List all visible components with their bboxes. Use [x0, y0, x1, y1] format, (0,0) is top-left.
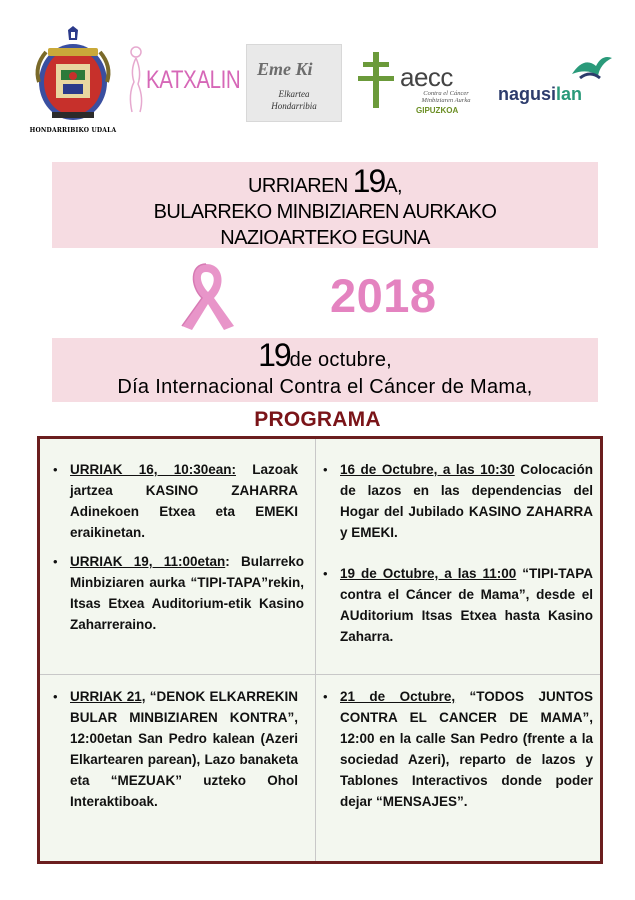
- item-body: Colocación de lazos en las dependencias del Hogar del Jubilado KASINO ZAHARRA y EMEKI.: [340, 462, 593, 540]
- aecc-region: GIPUZKOA: [416, 106, 459, 115]
- emeki-logo: [246, 44, 342, 122]
- lan-text: lan: [556, 84, 583, 104]
- bird-icon: [570, 52, 614, 84]
- hondarribia-crest-logo: [28, 26, 118, 136]
- title-day-number: 19: [352, 163, 385, 199]
- title-line-1: [52, 162, 598, 199]
- title-line-3: NAZIOARTEKO EGUNA: [220, 227, 430, 249]
- katxalin-wordmark: KATXALIN: [146, 66, 241, 94]
- item-colon: :: [225, 554, 230, 569]
- double-cross-icon: [358, 52, 394, 108]
- spanish-title-line-2: Día Internacional Contra el Cáncer de Mama,: [117, 376, 533, 398]
- item-heading: 19 de Octubre, a las 11:00: [340, 566, 517, 581]
- crest-icon: [28, 26, 118, 126]
- nagusilan-logo: [498, 50, 618, 120]
- emeki-subtitle-2: Hondarribia: [271, 101, 317, 111]
- item-heading: 16 de Octubre, a las 10:30: [340, 462, 515, 477]
- program-item-spanish-19: [340, 563, 593, 647]
- figure-outline-icon: [126, 44, 148, 116]
- pink-ribbon-icon: [168, 260, 244, 332]
- aecc-logo: [358, 48, 488, 118]
- program-box: [37, 436, 603, 864]
- title-line-2: BULARREKO MINBIZIAREN AURKAKO: [153, 201, 497, 223]
- emeki-subtitle-1: Elkartea: [278, 89, 310, 99]
- item-heading: URRIAK 16, 10:30ean:: [70, 462, 236, 477]
- item-body: Bularreko Minbiziaren aurka “TIPI-TAPA”rekin, Itsas Etxea Auditorium-etik Kasino Zaharreraino.: [70, 554, 304, 632]
- nagusilan-wordmark: [498, 84, 582, 105]
- programa-heading: PROGRAMA: [254, 408, 381, 431]
- katxalin-logo: [126, 44, 246, 116]
- item-heading: URRIAK 19, 11:00etan: [70, 554, 226, 569]
- basque-title-band: [52, 162, 598, 248]
- program-item-basque-21: [70, 686, 298, 812]
- program-item-basque-16: [70, 459, 298, 543]
- item-body: “TODOS JUNTOS CONTRA EL CANCER DE MAMA”, 12:00 en la calle San Pedro (frente a la sociedad Azeri), reparto de lazos y Tablones Interactivos donde poder dejar “MENSAJES”.: [340, 689, 593, 809]
- aecc-subtitle: Contra el Cáncer Minbiziaren Aurka: [421, 90, 471, 104]
- program-item-basque-19: [70, 551, 304, 635]
- logo-strip: [28, 26, 618, 136]
- item-body: “TIPI-TAPA contra el Cáncer de Mama”, desde el AUditorium Itsas Etxea hasta Kasino Zaharra.: [340, 566, 593, 644]
- item-heading: URRIAK 21,: [70, 689, 146, 704]
- program-item-spanish-16: [340, 459, 593, 543]
- row-divider: [40, 674, 600, 675]
- item-body: “DENOK ELKARREKIN BULAR MINBIZIAREN KONTRA”, 12:00etan San Pedro kalean (Azeri Elkartearen parean), Lazo banaketa eta “MEZUAK” uzteko Ohol Interaktiboak.: [70, 689, 298, 809]
- spanish-title-line-1: [52, 338, 598, 375]
- nagusi-text: nagusi: [498, 84, 557, 104]
- item-heading: 21 de Octubre,: [340, 689, 456, 704]
- aecc-wordmark: aecc: [400, 62, 453, 92]
- year-heading: 2018: [330, 269, 437, 322]
- spanish-title-band: [52, 338, 598, 402]
- spanish-title-suffix: de octubre,: [289, 349, 392, 371]
- title-prefix: URRIAREN: [248, 175, 353, 197]
- program-item-spanish-21: [340, 686, 593, 812]
- crest-caption: HONDARRIBIKO UDALA: [29, 127, 117, 134]
- column-divider: [315, 439, 316, 861]
- emeki-wordmark: Eme Ki: [257, 59, 313, 79]
- spanish-day-number: 19: [258, 337, 290, 373]
- title-suffix: A,: [384, 175, 402, 197]
- item-body: Lazoak jartzea KASINO ZAHARRA Adinekoen Etxea eta EMEKI eraikinetan.: [70, 462, 298, 540]
